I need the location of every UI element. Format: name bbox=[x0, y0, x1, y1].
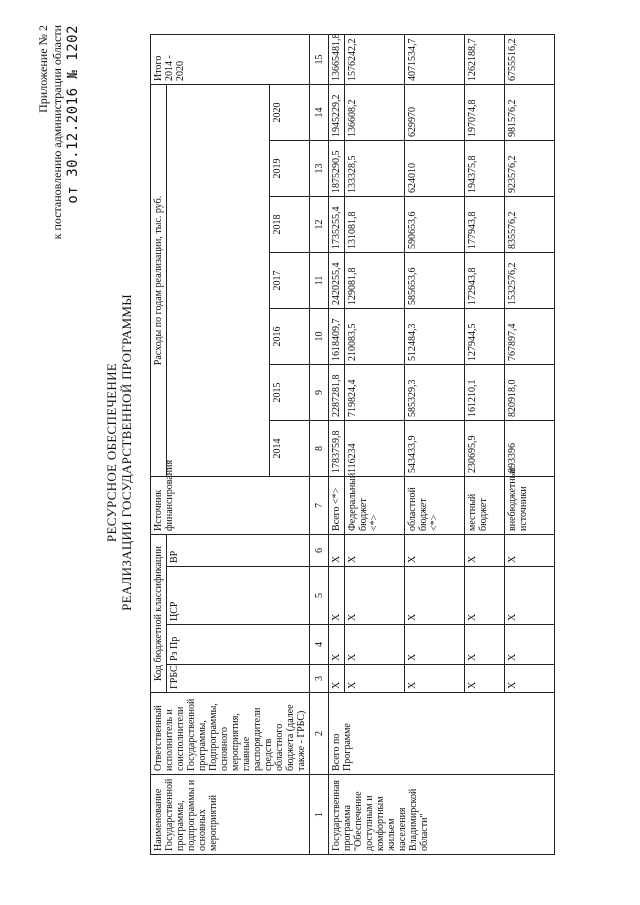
rzpr-cell: X bbox=[405, 625, 465, 665]
value-cell: 767897,4 bbox=[505, 308, 555, 364]
vr-cell: X bbox=[465, 534, 505, 566]
value-cell: 161210,1 bbox=[465, 364, 505, 420]
column-number: 15 bbox=[310, 34, 329, 84]
csr-cell: X bbox=[405, 567, 465, 625]
value-cell: 131081,8 bbox=[345, 196, 405, 252]
header-csr: ЦСР bbox=[167, 567, 310, 625]
column-number: 1 bbox=[310, 775, 329, 855]
rzpr-cell: X bbox=[505, 625, 555, 665]
header-responsible: Ответственный исполнитель и соисполнители Государственной программы, Подпрограммы, основного мероприятия, главные распорядители средств областного бюджета (далее также - ГРБС) bbox=[151, 693, 310, 775]
value-cell: 923576,2 bbox=[505, 140, 555, 196]
value-cell: 230695,9 bbox=[465, 420, 505, 476]
vr-cell: X bbox=[405, 534, 465, 566]
program-name: Государственная программа "Обеспечение доступным и комфортным жильем населения Владимирской области" bbox=[329, 775, 555, 855]
appendix-date-number: от 30.12.2016 № 1202 bbox=[65, 25, 81, 204]
header-budget-code: Код бюджетной классификации bbox=[151, 534, 167, 692]
value-cell: 1783759,8 bbox=[329, 420, 345, 476]
document-title bbox=[104, 100, 134, 805]
header-year: 2019 bbox=[270, 140, 310, 196]
grbs-cell: X bbox=[329, 665, 345, 693]
column-number: 8 bbox=[310, 420, 329, 476]
vr-cell: X bbox=[345, 534, 405, 566]
value-cell: 629970 bbox=[405, 84, 465, 140]
column-number: 4 bbox=[310, 625, 329, 665]
total-cell: 4071534,7 bbox=[405, 34, 465, 84]
resource-table bbox=[150, 34, 555, 855]
header-source: Источник финансирования bbox=[151, 476, 310, 534]
value-cell: 177943,8 bbox=[465, 196, 505, 252]
value-cell: 133328,5 bbox=[345, 140, 405, 196]
column-number: 10 bbox=[310, 308, 329, 364]
source-cell: Всего <*> bbox=[329, 476, 345, 534]
appendix-reference: к постановлению администрации области bbox=[50, 25, 64, 240]
column-number: 6 bbox=[310, 534, 329, 566]
grbs-cell: X bbox=[405, 665, 465, 693]
value-cell: 127944,5 bbox=[465, 308, 505, 364]
value-cell: 719824,4 bbox=[345, 364, 405, 420]
value-cell: 116234 bbox=[345, 420, 405, 476]
source-cell: внебюджетные источники bbox=[505, 476, 555, 534]
title-line-1: РЕСУРСНОЕ ОБЕСПЕЧЕНИЕ bbox=[104, 362, 119, 543]
column-number: 13 bbox=[310, 140, 329, 196]
total-cell: 1576242,2 bbox=[345, 34, 405, 84]
header-rzpr: Рз Пр bbox=[167, 625, 310, 665]
vr-cell: X bbox=[329, 534, 345, 566]
column-number-row bbox=[310, 34, 329, 854]
rzpr-cell: X bbox=[345, 625, 405, 665]
header-year: 2018 bbox=[270, 196, 310, 252]
grbs-cell: X bbox=[465, 665, 505, 693]
rzpr-cell: X bbox=[465, 625, 505, 665]
value-cell: 136608,2 bbox=[345, 84, 405, 140]
rzpr-cell: X bbox=[329, 625, 345, 665]
header-years-spacer bbox=[167, 84, 270, 476]
column-number: 9 bbox=[310, 364, 329, 420]
total-cell: 1262188,7 bbox=[465, 34, 505, 84]
value-cell: 820918,0 bbox=[505, 364, 555, 420]
csr-cell: X bbox=[505, 567, 555, 625]
total-cell: 13665481,8 bbox=[329, 34, 345, 84]
title-line-2: РЕАЛИЗАЦИИ ГОСУДАРСТВЕННОЙ ПРОГРАММЫ bbox=[119, 294, 134, 611]
header-year: 2015 bbox=[270, 364, 310, 420]
value-cell: 590653,6 bbox=[405, 196, 465, 252]
appendix-header bbox=[36, 25, 80, 345]
value-cell: 129081,8 bbox=[345, 252, 405, 308]
value-cell: 1618409,7 bbox=[329, 308, 345, 364]
header-year: 2020 bbox=[270, 84, 310, 140]
value-cell: 2287281,8 bbox=[329, 364, 345, 420]
header-name: Наименование Государственной программы, подпрограммы и основных мероприятий bbox=[151, 775, 310, 855]
source-cell: местный бюджет bbox=[465, 476, 505, 534]
value-cell: 1875290,5 bbox=[329, 140, 345, 196]
csr-cell: X bbox=[345, 567, 405, 625]
column-number: 3 bbox=[310, 665, 329, 693]
value-cell: 1532576,2 bbox=[505, 252, 555, 308]
value-cell: 1945229,2 bbox=[329, 84, 345, 140]
header-year: 2017 bbox=[270, 252, 310, 308]
csr-cell: X bbox=[329, 567, 345, 625]
column-number: 14 bbox=[310, 84, 329, 140]
column-number: 5 bbox=[310, 567, 329, 625]
header-expenses: Расходы по годам реализации, тыс. руб. bbox=[151, 84, 167, 476]
value-cell: 543433,9 bbox=[405, 420, 465, 476]
value-cell: 585329,3 bbox=[405, 364, 465, 420]
value-cell: 893396 bbox=[505, 420, 555, 476]
value-cell: 512484,3 bbox=[405, 308, 465, 364]
value-cell: 210083,5 bbox=[345, 308, 405, 364]
value-cell: 624010 bbox=[405, 140, 465, 196]
table-row bbox=[329, 34, 345, 854]
value-cell: 2420255,4 bbox=[329, 252, 345, 308]
column-number: 7 bbox=[310, 476, 329, 534]
header-total: Итого 2014 - 2020 bbox=[151, 34, 310, 84]
header-grbs: ГРБС bbox=[167, 665, 310, 693]
header-year: 2016 bbox=[270, 308, 310, 364]
header-vr: ВР bbox=[167, 534, 310, 566]
value-cell: 585653,6 bbox=[405, 252, 465, 308]
value-cell: 981576,2 bbox=[505, 84, 555, 140]
csr-cell: X bbox=[465, 567, 505, 625]
column-number: 11 bbox=[310, 252, 329, 308]
source-cell: областной бюджет <*> bbox=[405, 476, 465, 534]
value-cell: 194375,8 bbox=[465, 140, 505, 196]
source-cell: Федеральный бюджет <*> bbox=[345, 476, 405, 534]
column-number: 12 bbox=[310, 196, 329, 252]
column-number: 2 bbox=[310, 693, 329, 775]
value-cell: 1735255,4 bbox=[329, 196, 345, 252]
program-responsible: Всего по Программе bbox=[329, 693, 555, 775]
grbs-cell: X bbox=[505, 665, 555, 693]
value-cell: 197074,8 bbox=[465, 84, 505, 140]
vr-cell: X bbox=[505, 534, 555, 566]
value-cell: 835576,2 bbox=[505, 196, 555, 252]
header-year: 2014 bbox=[270, 420, 310, 476]
grbs-cell: X bbox=[345, 665, 405, 693]
total-cell: 6755516,2 bbox=[505, 34, 555, 84]
value-cell: 172943,8 bbox=[465, 252, 505, 308]
appendix-number: Приложение № 2 bbox=[36, 25, 50, 113]
